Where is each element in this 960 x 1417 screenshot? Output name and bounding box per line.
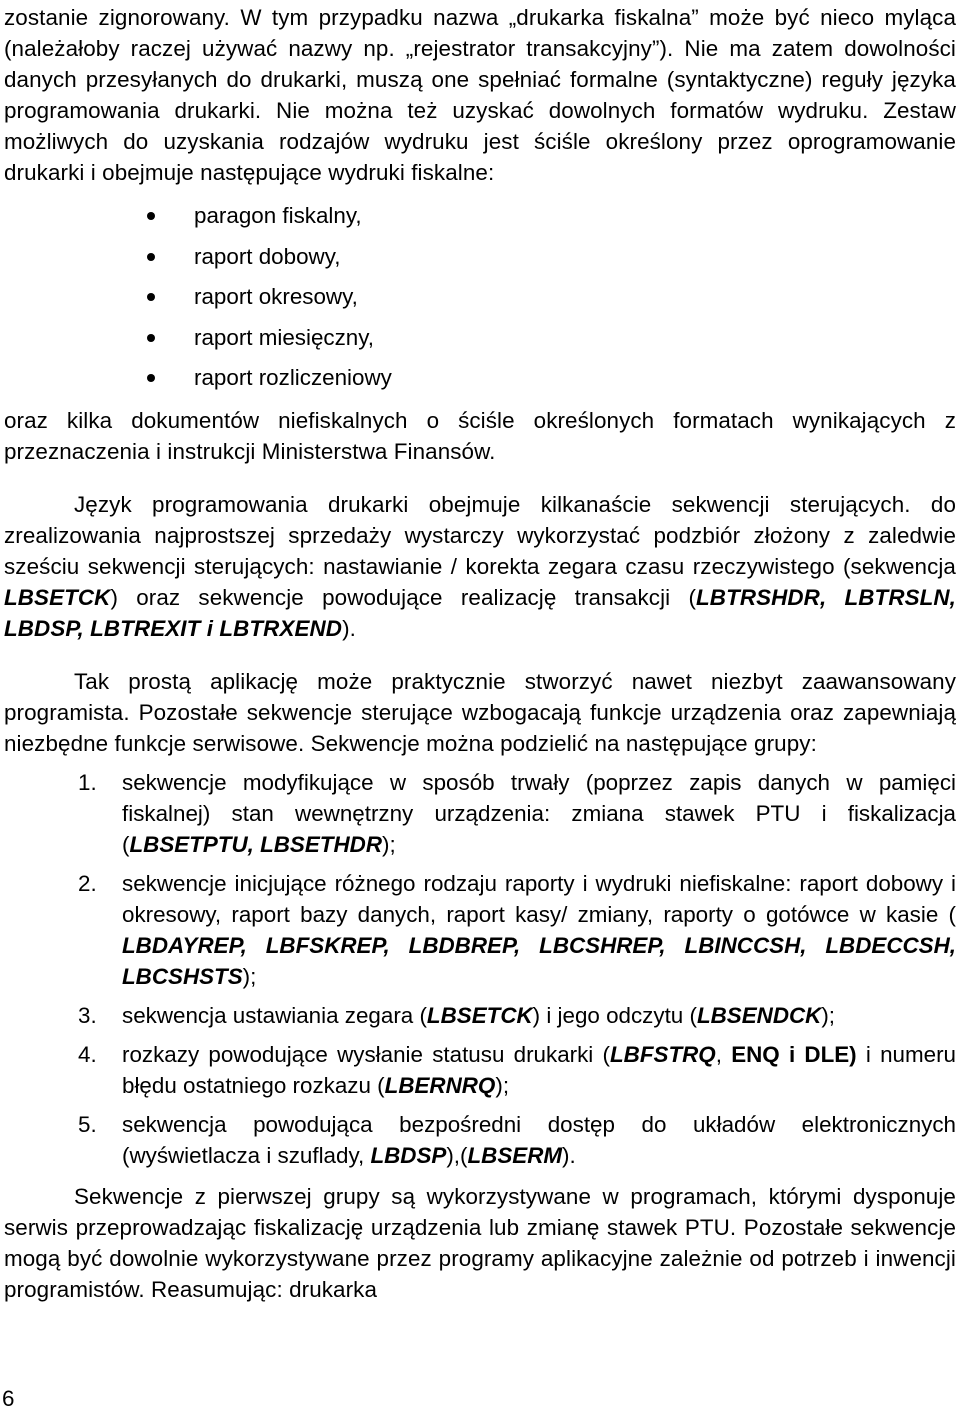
list-item: raport rozliczeniowy bbox=[4, 358, 956, 399]
list-item: raport dobowy, bbox=[4, 237, 956, 278]
sequence-name: LBSETCK bbox=[426, 1002, 533, 1028]
page-number: 6 bbox=[2, 1386, 15, 1411]
list-item bbox=[4, 767, 956, 860]
paragraph-conclusion: Sekwencje z pierwszej grupy są wykorzystywane w programach, którymi dysponuje serwis przeprowadzając fiskalizację urządzenia lub zmianę stawek PTU. Pozostałe sekwencje mogą być dowolnie wykorzystywane przez programy aplikacyjne zależnie od potrzeb i inwencji programistów. Reasumując: drukarka bbox=[4, 1183, 956, 1302]
sequence-groups-list bbox=[4, 767, 956, 1171]
text-run: sekwencje inicjujące różnego rodzaju raporty i wydruki niefiskalne: raport dobowy i okresowy, raport bazy danych, raport kasy/ zmiany, raporty o gotówce w kasie ( bbox=[122, 870, 956, 927]
fiscal-printouts-list bbox=[4, 196, 956, 399]
list-item bbox=[4, 1109, 956, 1171]
list-item bbox=[4, 1039, 956, 1101]
text-run: ); bbox=[382, 831, 396, 857]
sequence-name: LBSETCK bbox=[4, 584, 111, 610]
list-item: paragon fiskalny, bbox=[4, 196, 956, 237]
text-run: ); bbox=[495, 1072, 510, 1098]
sequence-name: LBDSP bbox=[370, 1142, 447, 1168]
paragraph-intro: zostanie zignorowany. W tym przypadku nazwa „drukarka fiskalna” może być nieco myląca (należałoby raczej używać nazwy np. „rejestrator transakcyjny”). Nie ma zatem dowolności danych przesyłanych do drukarki, muszą one spełniać formalne (syntaktyczne) reguły języka programowania drukarki. Nie można też uzyskać dowolnych formatów wydruku. Zestaw możliwych do uzyskania rodzajów wydruku jest ściśle określony przez oprogramowanie drukarki i obejmuje następujące wydruki fiskalne: bbox=[4, 5, 956, 185]
paragraph-language bbox=[4, 489, 956, 644]
sequence-name: LBERNRQ bbox=[384, 1072, 496, 1098]
text-run: , bbox=[715, 1041, 732, 1067]
sequence-name: LBSENDCK bbox=[696, 1002, 822, 1028]
sequence-name: ENQ i DLE) bbox=[731, 1041, 857, 1067]
list-item: raport okresowy, bbox=[4, 277, 956, 318]
sequence-name: LBTRSHDR, LBTRSLN, LBDSP, LBTREXIT i LBTRXEND bbox=[4, 584, 957, 641]
text-run: ) oraz sekwencje powodujące realizację transakcji ( bbox=[110, 584, 697, 610]
text-run: ). bbox=[342, 615, 356, 641]
text-run: Język programowania drukarki obejmuje kilkanaście sekwencji sterujących. do zrealizowania najprostszej sprzedaży wystarczy wykorzystać podzbiór złożony z zaledwie sześciu sekwencji sterujących: nastawianie / korekta zegara czasu rzeczywistego (sekwencja bbox=[4, 491, 956, 579]
sequence-name: LBDAYREP, LBFSKREP, LBDBREP, LBCSHREP, LBINCCSH, LBDECCSH, LBCSHSTS bbox=[122, 932, 956, 989]
text-run: sekwencja ustawiania zegara ( bbox=[122, 1002, 427, 1028]
text-run: ); bbox=[242, 963, 257, 989]
item-number: 1. bbox=[78, 769, 97, 795]
item-number: 3. bbox=[78, 1002, 97, 1028]
list-item bbox=[4, 868, 956, 992]
item-number: 2. bbox=[78, 870, 97, 896]
document-page bbox=[4, 2, 956, 1305]
text-run: ); bbox=[821, 1002, 836, 1028]
sequence-name: LBFSTRQ bbox=[609, 1041, 716, 1067]
text-run: ) i jego odczytu ( bbox=[532, 1002, 697, 1028]
text-run: sekwencja powodująca bezpośredni dostęp do układów elektronicznych (wyświetlacza i szuflady, bbox=[122, 1111, 956, 1168]
text-run: ). bbox=[562, 1142, 576, 1168]
sequence-name: LBSETPTU, LBSETHDR bbox=[129, 831, 382, 857]
text-run: sekwencje modyfikujące w sposób trwały (poprzez zapis danych w pamięci fiskalnej) stan wewnętrzny urządzenia: zmiana stawek PTU i fiskalizacja ( bbox=[122, 769, 956, 857]
item-number: 5. bbox=[78, 1111, 97, 1137]
item-number: 4. bbox=[78, 1041, 97, 1067]
text-run: ),( bbox=[446, 1142, 468, 1168]
text-run: rozkazy powodujące wysłanie statusu drukarki ( bbox=[122, 1041, 610, 1067]
text-run: i numeru błędu ostatniego rozkazu ( bbox=[122, 1041, 957, 1098]
paragraph-groups-intro: Tak prostą aplikację może praktycznie stworzyć nawet niezbyt zaawansowany programista. Pozostałe sekwencje sterujące wzbogacają funkcje urządzenia oraz zapewniają niezbędne funkcje serwisowe. Sekwencje można podzielić na następujące grupy: bbox=[4, 668, 956, 756]
list-item: raport miesięczny, bbox=[4, 318, 956, 359]
sequence-name: LBSERM bbox=[467, 1142, 563, 1168]
paragraph-nonfiscal: oraz kilka dokumentów niefiskalnych o ściśle określonych formatach wynikających z przeznaczenia i instrukcji Ministerstwa Finansów. bbox=[4, 407, 956, 464]
list-item bbox=[4, 1000, 956, 1031]
